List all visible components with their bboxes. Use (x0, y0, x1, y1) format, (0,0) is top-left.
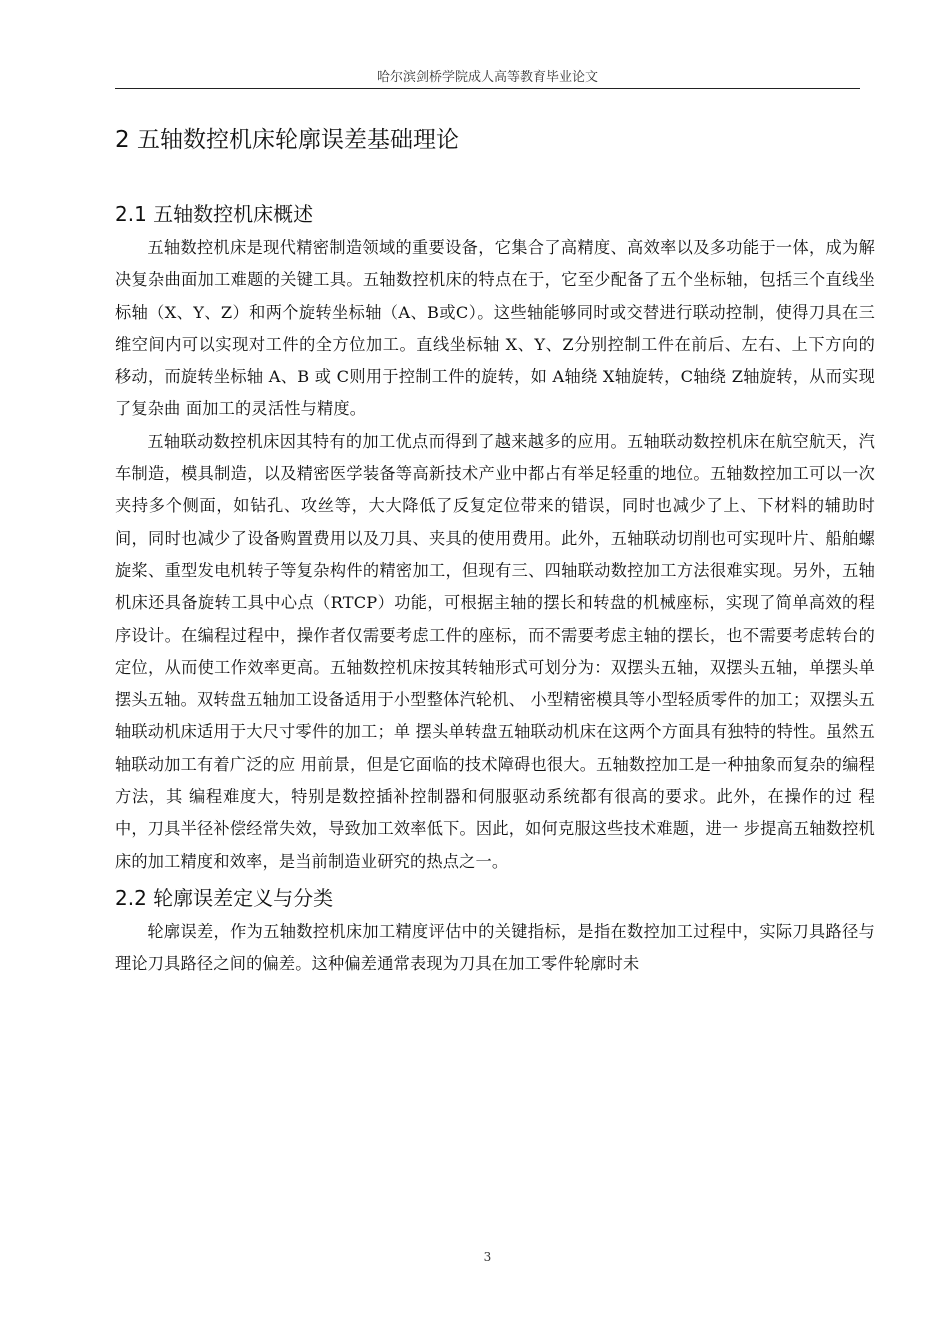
paragraph: 轮廓误差，作为五轴数控机床加工精度评估中的关键指标，是指在数控加工过程中，实际刀具路径与理论刀具路径之间的偏差。这种偏差通常表现为刀具在加工零件轮廓时未 (115, 921, 875, 974)
section-title-2-1: 2.1 五轴数控机床概述 (115, 202, 314, 226)
chapter-title: 2 五轴数控机床轮廓误差基础理论 (115, 127, 459, 153)
running-header: 哈尔滨剑桥学院成人高等教育毕业论文 (376, 70, 598, 85)
header-rule (115, 88, 860, 89)
section-title-2-2: 2.2 轮廓误差定义与分类 (115, 885, 334, 910)
paragraph: 五轴数控机床是现代精密制造领域的重要设备，它集合了高精度、高效率以及多功能于一体，成为解决复杂曲面加工难题的关键工具。五轴数控机床的特点在于，它至少配备了五个坐标轴，包括三个直线坐标轴（X、Y、Z）和两个旋转坐标轴（A、B或C）。这些轴能够同时或交替进行联动控制，使得刀具在三维空间内可以实现对工件的全方位加工。直线坐标轴 X、Y、Z分别控制工件在前后、左右、上下方向的移动，而旋转坐标轴 A、B 或 C则用于控制工件的旋转，如 A轴绕 X轴旋转，C轴绕 Z轴旋转，从而实现了复杂曲 面加工的灵活性与精度。 (115, 238, 875, 419)
page-number: 3 (483, 1250, 492, 1264)
page-content (115, 118, 875, 981)
paragraph: 五轴联动数控机床因其特有的加工优点而得到了越来越多的应用。五轴联动数控机床在航空航天，汽车制造，模具制造，以及精密医学装备等高新技术产业中都占有举足轻重的地位。五轴数控加工可以一次夹持多个侧面，如钻孔、攻丝等，大大降低了反复定位带来的错误，同时也减少了上、下材料的辅助时间，同时也减少了设备购置费用以及刀具、夹具的使用费用。此外，五轴联动切削也可实现叶片、船舶螺旋桨、重型发电机转子等复杂构件的精密加工，但现有三、四轴联动数控加工方法很难实现。另外，五轴机床还具备旋转工具中心点（RTCP）功能，可根据主轴的摆长和转盘的机械座标，实现了简单高效的程序设计。在编程过程中，操作者仅需要考虑工件的座标，而不需要考虑主轴的摆长，也不需要考虑转台的定位，从而使工作效率更高。五轴数控机床按其转轴形式可划分为：双摆头五轴，双摆头五轴，单摆头单摆头五轴。双转盘五轴加工设备适用于小型整体汽轮机、 小型精密模具等小型轻质零件的加工；双摆头五轴联动机床适用于大尺寸零件的加工；单 摆头单转盘五轴联动机床在这两个方面具有独特的特性。虽然五轴联动加工有着广泛的应 用前景，但是它面临的技术障碍也很大。五轴数控加工是一种抽象而复杂的编程方法，其 编程难度大，特别是数控插补控制器和伺服驱动系统都有很高的要求。此外，在操作的过 程中，刀具半径补偿经常失效，导致加工效率低下。因此，如何克服这些技术难题，进一 步提高五轴数控机床的加工精度和效率，是当前制造业研究的热点之一。 (115, 431, 875, 871)
